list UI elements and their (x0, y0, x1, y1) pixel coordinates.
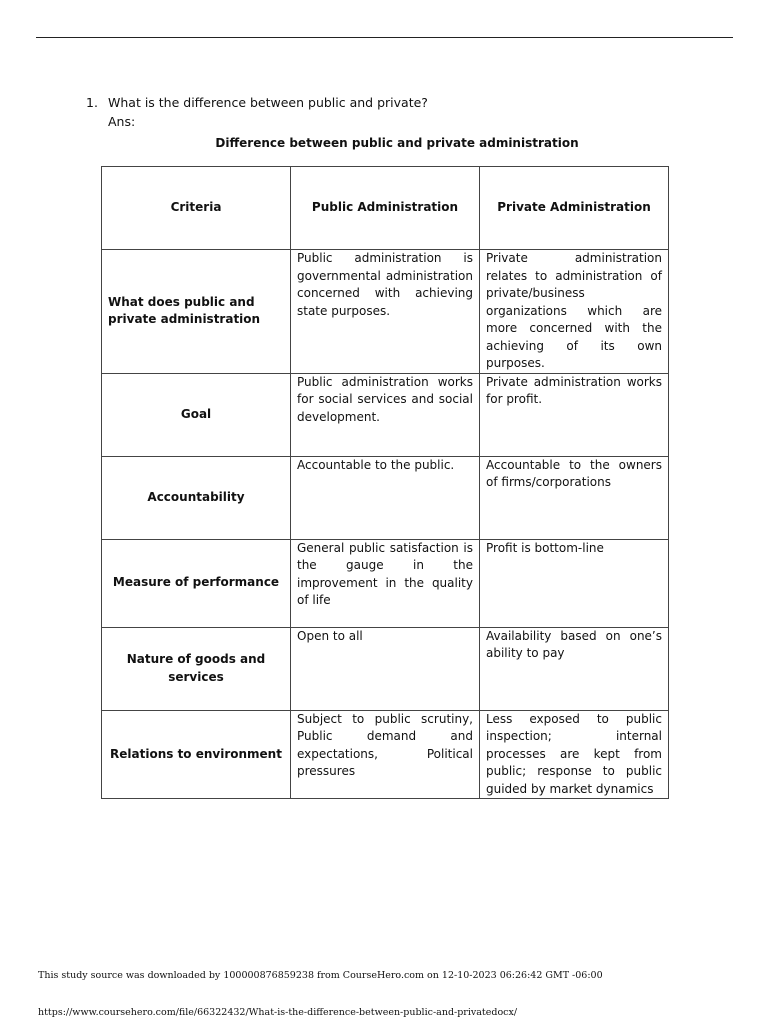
public-cell: Public administration works for social services and social development. (291, 373, 480, 456)
table-title: Difference between public and private administration (215, 136, 579, 150)
question-text: What is the difference between public and private? (108, 95, 428, 110)
table-row (102, 456, 669, 539)
answer-label: Ans: (108, 114, 136, 129)
comparison-table (101, 166, 669, 799)
private-cell: Profit is bottom-line (480, 539, 669, 627)
public-cell: Open to all (291, 627, 480, 710)
table-row (102, 250, 669, 374)
question (86, 94, 428, 112)
table-row (102, 627, 669, 710)
private-cell: Less exposed to public inspection; internal processes are kept from public; response to public guided by market dynamics (480, 710, 669, 799)
criteria-cell: Goal (102, 373, 291, 456)
table-row (102, 539, 669, 627)
private-cell: Private administration works for profit. (480, 373, 669, 456)
private-cell: Private administration relates to administration of private/business organizations which are more concerned with the achieving of its own purposes. (480, 250, 669, 374)
criteria-cell: Relations to environment (102, 710, 291, 799)
public-cell: Public administration is governmental administration concerned with achieving state purposes. (291, 250, 480, 374)
criteria-cell: What does public and private administration (102, 250, 291, 374)
table-header-row (102, 167, 669, 250)
public-cell: Subject to public scrutiny, Public demand and expectations, Political pressures (291, 710, 480, 799)
private-cell: Availability based on one’s ability to pay (480, 627, 669, 710)
header-public-administration: Public Administration (291, 167, 480, 250)
criteria-cell: Measure of performance (102, 539, 291, 627)
public-cell: Accountable to the public. (291, 456, 480, 539)
download-note: This study source was downloaded by 100000876859238 from CourseHero.com on 12-10-2023 06:26:42 GMT -06:00 (38, 970, 603, 981)
private-cell: Accountable to the owners of firms/corporations (480, 456, 669, 539)
source-url[interactable]: https://www.coursehero.com/file/66322432/What-is-the-difference-between-public-and-privatedocx/ (38, 1007, 518, 1018)
question-number: 1. (86, 95, 98, 110)
table-row (102, 373, 669, 456)
table-row (102, 710, 669, 799)
criteria-cell: Accountability (102, 456, 291, 539)
public-cell: General public satisfaction is the gauge in the improvement in the quality of life (291, 539, 480, 627)
header-rule (36, 37, 733, 38)
header-private-administration: Private Administration (480, 167, 669, 250)
header-criteria: Criteria (102, 167, 291, 250)
criteria-cell: Nature of goods and services (102, 627, 291, 710)
